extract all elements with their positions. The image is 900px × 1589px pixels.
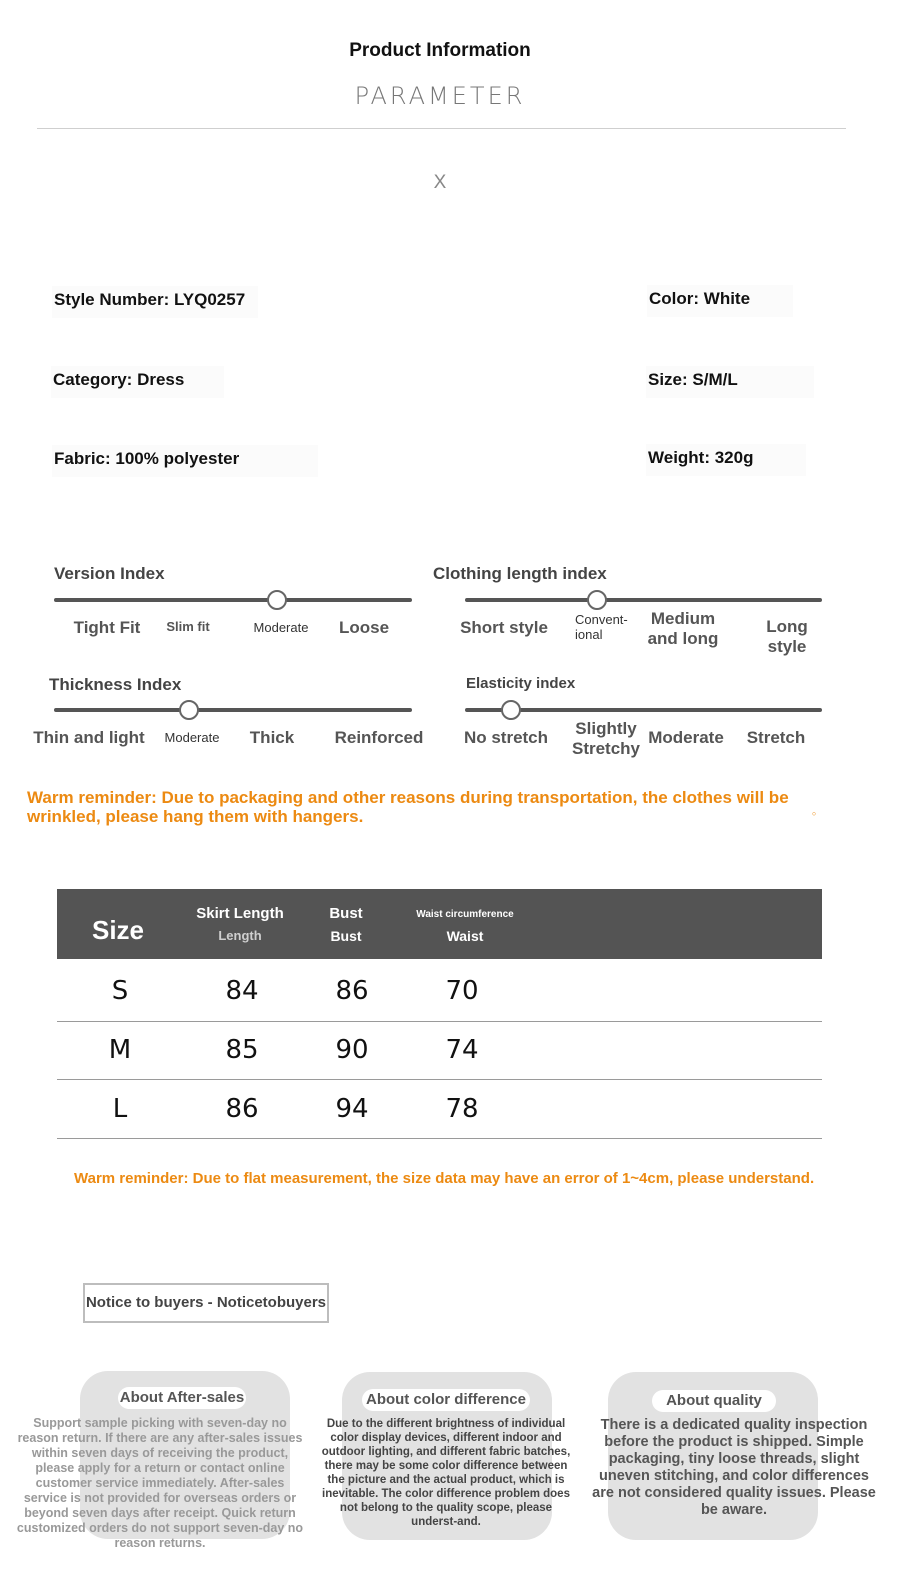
thickness-index-track bbox=[54, 708, 412, 712]
packaging-reminder: Warm reminder: Due to packaging and other reasons during transportation, the clothes will be wrinkled, please hang them with hangers. bbox=[27, 788, 789, 826]
length-index-track bbox=[465, 598, 822, 602]
version-option: Tight Fit bbox=[73, 618, 141, 637]
version-option: Moderate bbox=[253, 620, 309, 635]
color-difference-text: Due to the different brightness of individual color display devices, different indoor and outdoor lighting, and different fabric batches, there may be some color difference between the picture and the actual product, which is inevitable. The color difference problem does not belong to the quality scope, please underst-and. bbox=[321, 1418, 571, 1528]
length-index-knob bbox=[587, 590, 607, 610]
size-cell: S bbox=[111, 976, 129, 1006]
waist-cell: 78 bbox=[445, 1094, 479, 1124]
spec-style-number: Style Number: LYQ0257 bbox=[52, 286, 258, 318]
version-index-track bbox=[54, 598, 412, 602]
row-divider bbox=[57, 1021, 822, 1022]
thickness-option: Moderate bbox=[164, 730, 220, 745]
row-divider bbox=[57, 1079, 822, 1080]
size-table-header bbox=[57, 889, 822, 959]
spec-category: Category: Dress bbox=[51, 366, 224, 398]
length-option: Medium and long bbox=[647, 609, 719, 648]
column-header-waist: Waist circumference bbox=[416, 909, 514, 920]
column-subheader-length: Length bbox=[218, 928, 262, 943]
measurement-reminder: Warm reminder: Due to flat measurement, the size data may have an error of 1~4cm, please understand. bbox=[74, 1170, 815, 1187]
elasticity-option: No stretch bbox=[463, 728, 549, 747]
column-subheader-waist: Waist bbox=[446, 928, 484, 944]
reminder-mark: 。 bbox=[812, 805, 823, 817]
waist-cell: 74 bbox=[445, 1035, 479, 1065]
version-option: Loose bbox=[338, 618, 390, 637]
skirt-length-cell: 85 bbox=[225, 1035, 259, 1065]
length-index-title: Clothing length index bbox=[433, 564, 607, 583]
skirt-length-cell: 84 bbox=[225, 976, 259, 1006]
column-subheader-bust: Bust bbox=[330, 928, 362, 944]
column-header-size: Size bbox=[91, 915, 145, 945]
page-subtitle: PARAMETER bbox=[354, 82, 526, 110]
version-option: Slim fit bbox=[166, 619, 210, 634]
version-index-title: Version Index bbox=[54, 564, 165, 583]
elasticity-option: Moderate bbox=[648, 728, 724, 747]
elasticity-index-knob bbox=[501, 700, 521, 720]
thickness-option: Thick bbox=[249, 728, 295, 747]
skirt-length-cell: 86 bbox=[225, 1094, 259, 1124]
notice-heading: Notice to buyers - Noticetobuyers bbox=[83, 1283, 329, 1323]
elasticity-option: Stretch bbox=[746, 728, 806, 747]
thickness-option: Thin and light bbox=[33, 728, 145, 747]
page-title: Product Information bbox=[349, 40, 531, 61]
bust-cell: 94 bbox=[335, 1094, 369, 1124]
column-header-skirt-length: Skirt Length bbox=[196, 905, 284, 922]
length-option: Convent- ional bbox=[575, 612, 628, 642]
elasticity-index-title: Elasticity index bbox=[466, 675, 576, 692]
thickness-index-title: Thickness Index bbox=[49, 675, 182, 694]
color-difference-title: About color difference bbox=[362, 1389, 530, 1411]
after-sales-text: Support sample picking with seven-day no reason return. If there are any after-sales issues within seven days of receiving the product, please apply for a return or contact online customer service immediately. After-sales service is not provided for overseas orders or beyond seven days after receipt. Quick return customized orders do not support seven-day no reason returns. bbox=[16, 1416, 304, 1550]
size-cell: L bbox=[112, 1094, 128, 1124]
divider bbox=[37, 128, 846, 129]
spec-fabric: Fabric: 100% polyester bbox=[52, 445, 318, 477]
version-index-knob bbox=[267, 590, 287, 610]
elasticity-option: Slightly Stretchy bbox=[571, 719, 641, 758]
size-cell: M bbox=[108, 1035, 132, 1065]
x-mark: X bbox=[433, 172, 447, 193]
thickness-option: Reinforced bbox=[334, 728, 424, 747]
quality-text: There is a dedicated quality inspection before the product is shipped. Simple packaging, tiny loose threads, slight uneven stitching, and color differences are not considered quality issues. Please be aware. bbox=[592, 1417, 876, 1518]
bust-cell: 90 bbox=[335, 1035, 369, 1065]
waist-cell: 70 bbox=[445, 976, 479, 1006]
length-option: Long style bbox=[766, 617, 808, 656]
thickness-index-knob bbox=[179, 700, 199, 720]
quality-title: About quality bbox=[652, 1390, 776, 1412]
spec-weight: Weight: 320g bbox=[646, 444, 806, 476]
spec-color: Color: White bbox=[647, 285, 793, 317]
row-divider bbox=[57, 1138, 822, 1139]
bust-cell: 86 bbox=[335, 976, 369, 1006]
length-option: Short style bbox=[460, 618, 548, 637]
after-sales-title: About After-sales bbox=[118, 1387, 246, 1409]
column-header-bust: Bust bbox=[329, 905, 363, 922]
spec-size: Size: S/M/L bbox=[646, 366, 814, 398]
